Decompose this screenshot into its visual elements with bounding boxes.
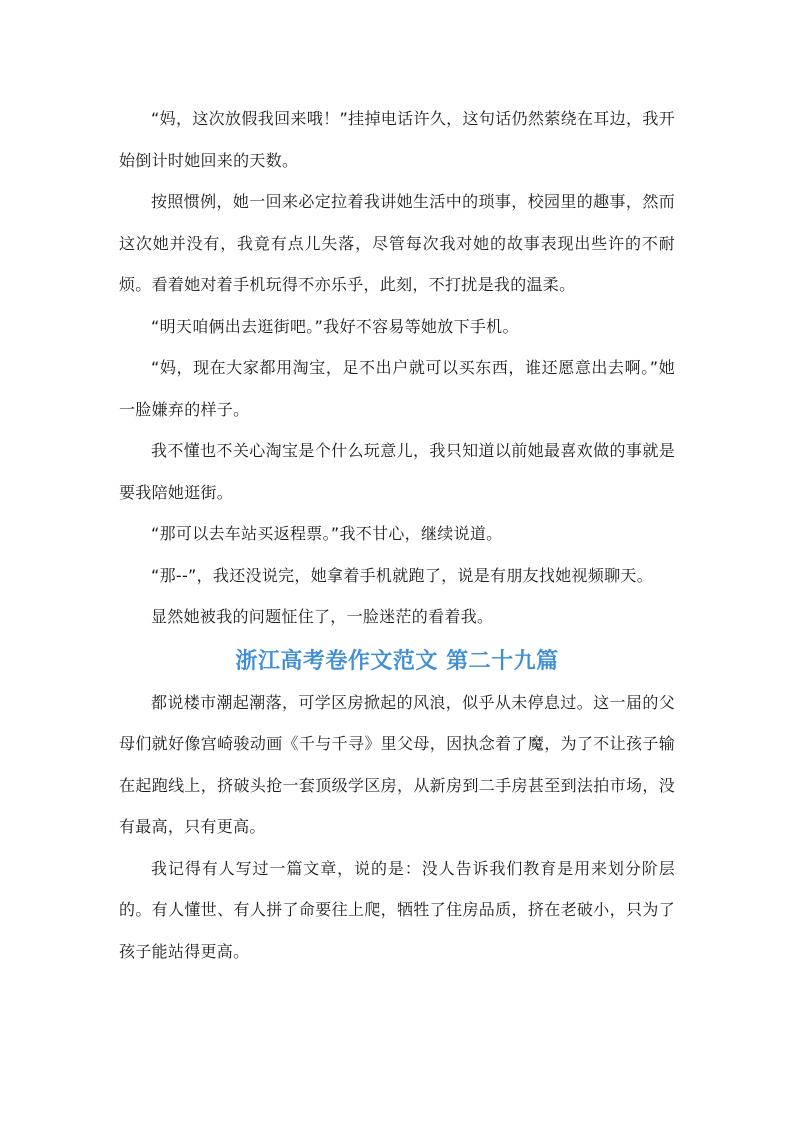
paragraph-education-class: 我记得有人写过一篇文章，说的是：没人告诉我们教育是用来划分阶层的。有人懂世、有人拼了命要往上爬，牺牲了住房品质，挤在老破小，只为了孩子能站得更高。 bbox=[119, 858, 675, 961]
paragraph-phone-call: “妈，这次放假我回来哦！”挂掉电话许久，这句话仍然萦绕在耳边，我开始倒计时她回来的天数。 bbox=[119, 109, 675, 170]
paragraph-go-shopping: “明天咱俩出去逛街吧。”我好不容易等她放下手机。 bbox=[151, 316, 519, 336]
paragraph-taobao-reply: “妈，现在大家都用淘宝，足不出户就可以买东西，谁还愿意出去啊。”她一脸嫌弃的样子。 bbox=[119, 358, 675, 419]
paragraph-confused: 显然她被我的问题怔住了，一脸迷茫的看着我。 bbox=[151, 607, 494, 626]
paragraph-school-district: 都说楼市潮起潮落，可学区房掀起的风浪，似乎从未停息过。这一届的父母们就好像宫崎骏动画《千与千寻》里父母，因执念着了魔，为了不让孩子输在起跑线上，挤破头抢一套顶级学区房，从新房到二手房甚至到法拍市场，没有最高，只有更高。 bbox=[119, 692, 675, 836]
section-heading: 浙江高考卷作文范文 第二十九篇 bbox=[235, 648, 559, 674]
document-body bbox=[119, 98, 675, 972]
paragraph-return-ticket: “那可以去车站买返程票。”我不甘心，继续说道。 bbox=[151, 524, 503, 543]
paragraph-not-understand: 我不懂也不关心淘宝是个什么玩意儿，我只知道以前她最喜欢做的事就是要我陪她逛街。 bbox=[119, 441, 675, 502]
paragraph-ran-away: “那--”，我还没说完，她拿着手机就跑了，说是有朋友找她视频聊天。 bbox=[151, 565, 654, 585]
paragraph-habit: 按照惯例，她一回来必定拉着我讲她生活中的琐事，校园里的趣事，然而这次她并没有，我竟有点儿失落，尽管每次我对她的故事表现出些许的不耐烦。看着她对着手机玩得不亦乐乎，此刻，不打扰是我的温柔。 bbox=[119, 192, 675, 294]
